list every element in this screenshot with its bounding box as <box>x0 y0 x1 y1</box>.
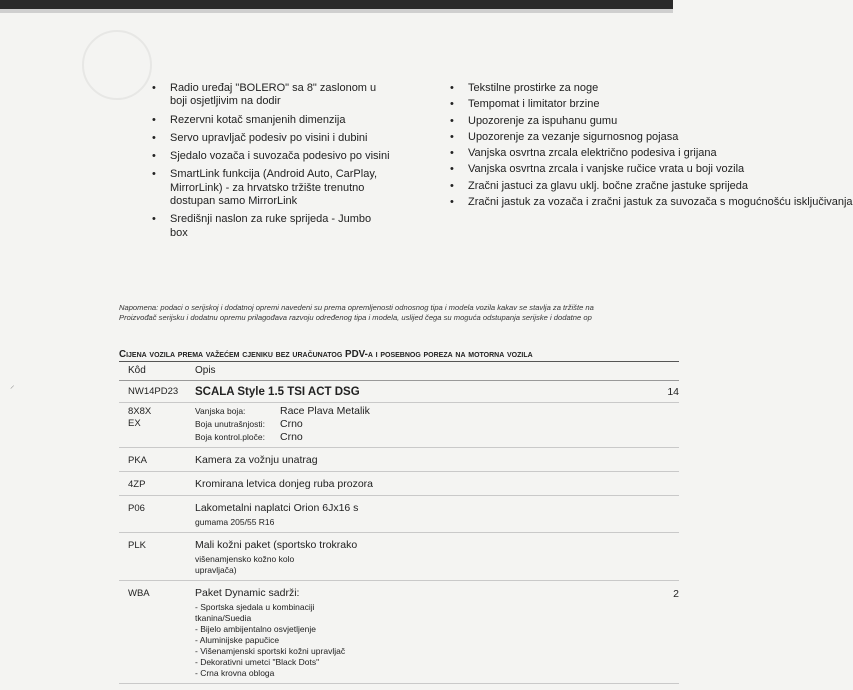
colors-row <box>119 403 679 448</box>
note-line-2: Proizvođač serijsku i dodatnu opremu prilagođava razvoju određenog tipa i modela, uslijed čega su moguća odstupanja serijske i dodatne op <box>119 313 592 322</box>
margin-mark: ⸝ <box>10 380 15 390</box>
model-row <box>119 381 679 403</box>
option-title: Mali kožni paket (sportsko trokrako <box>195 539 358 551</box>
option-code: P06 <box>119 496 185 533</box>
option-title: Kamera za vožnju unatrag <box>195 454 318 466</box>
option-code: 4ZP <box>119 472 185 496</box>
color-code: 8X8X <box>128 406 152 417</box>
option-detail: gumama 205/55 R16 <box>195 517 275 527</box>
option-row <box>119 496 679 533</box>
option-row <box>119 581 679 684</box>
feature-item: • Sjedalo vozača i suvozača podesivo po visini <box>150 150 390 163</box>
option-detail: višenamjensko kožno kolo <box>195 554 295 564</box>
top-edge-bar <box>0 0 673 9</box>
feature-item: • Servo upravljač podesiv po visini i dubini <box>150 132 390 145</box>
option-title: Kromirana letvica donjeg ruba prozora <box>195 478 374 490</box>
section-title <box>119 349 533 360</box>
top-edge-shadow <box>0 9 673 13</box>
feature-item: • Upozorenje za ispuhanu gumu <box>448 115 678 128</box>
option-detail: - Bijelo ambijentalno osvjetljenje <box>195 624 316 634</box>
color-line <box>195 418 645 431</box>
option-desc <box>185 448 645 472</box>
note-line-1: Napomena: podaci o serijskoj i dodatnoj opremi navedeni su prema opremljenosti odnosnog tipa i modela vozila kakav se stavlja za tržište na <box>119 303 594 312</box>
option-detail: - Dekorativni umetci "Black Dots" <box>195 657 320 667</box>
feature-item: • Zračni jastuk za vozača i zračni jastuk za suvozača s mogućnošću isključivanja <box>448 196 678 209</box>
table-header-row <box>119 362 679 381</box>
feature-item: • SmartLink funkcija (Android Auto, CarPlay, MirrorLink) - za hrvatsko tržište trenutno dostupan samo MirrorLink <box>150 168 390 208</box>
section-title-text: Cijena vozila prema važećem cjeniku bez uračunatog PDV-a i posebnog poreza na motorna vozila <box>119 349 533 360</box>
option-code: WBA <box>119 581 185 684</box>
option-title: Lakometalni naplatci Orion 6Jx16 s <box>195 502 359 514</box>
header-code: Kôd <box>119 362 185 381</box>
option-desc <box>185 533 645 581</box>
option-detail: tkanina/Suedia <box>195 613 252 623</box>
option-title: Paket Dynamic sadrži: <box>195 587 300 599</box>
option-detail: - Višenamjenski sportski kožni upravljač <box>195 646 346 656</box>
feature-item: • Rezervni kotač smanjenih dimenzija <box>150 114 390 127</box>
option-desc <box>185 496 645 533</box>
feature-item: • Tempomat i limitator brzine <box>448 98 678 111</box>
feature-item: • Vanjska osvrtna zrcala i vanjske ručice vrata u boji vozila <box>448 163 678 176</box>
header-desc: Opis <box>185 362 645 381</box>
features-right-list <box>448 82 853 212</box>
option-detail: - Crna krovna obloga <box>195 668 275 678</box>
feature-item: • Tekstilne prostirke za noge <box>448 82 678 95</box>
color-code: EX <box>128 418 141 429</box>
colors-codes <box>119 403 185 448</box>
color-label: Boja unutrašnjosti: <box>195 419 265 429</box>
feature-item: • Središnji naslon za ruke sprijeda - Jumbo box <box>150 213 390 240</box>
option-row <box>119 448 679 472</box>
option-code: PKA <box>119 448 185 472</box>
model-price: 14 <box>645 381 679 403</box>
option-price: 2 <box>645 581 679 684</box>
option-row <box>119 472 679 496</box>
option-desc <box>185 472 645 496</box>
price-table <box>119 362 679 684</box>
option-desc <box>185 581 645 684</box>
feature-item: • Radio uređaj "BOLERO" sa 8" zaslonom u boji osjetljivim na dodir <box>150 82 390 109</box>
color-label: Vanjska boja: <box>195 406 246 416</box>
option-detail: - Aluminijske papučice <box>195 635 280 645</box>
feature-item: • Upozorenje za vezanje sigurnosnog pojasa <box>448 131 678 144</box>
disclaimer-note <box>119 303 594 323</box>
option-detail: upravljača) <box>195 565 237 575</box>
color-line <box>195 405 645 418</box>
option-row <box>119 533 679 581</box>
color-label: Boja kontrol.ploče: <box>195 432 265 442</box>
feature-item: • Zračni jastuci za glavu uklj. bočne zračne jastuke sprijeda <box>448 180 678 193</box>
option-code: PLK <box>119 533 185 581</box>
color-value: Crno <box>280 431 303 443</box>
option-detail: - Sportska sjedala u kombinaciji <box>195 602 315 612</box>
features-left-list <box>150 82 390 245</box>
color-line <box>195 431 645 444</box>
feature-item: • Vanjska osvrtna zrcala električno podesiva i grijana <box>448 147 678 160</box>
color-value: Crno <box>280 418 303 430</box>
logo-watermark <box>82 30 152 100</box>
colors-desc <box>185 403 645 448</box>
model-desc: SCALA Style 1.5 TSI ACT DSG <box>185 381 645 403</box>
model-code: NW14PD23 <box>119 381 185 403</box>
color-value: Race Plava Metalik <box>280 405 370 417</box>
